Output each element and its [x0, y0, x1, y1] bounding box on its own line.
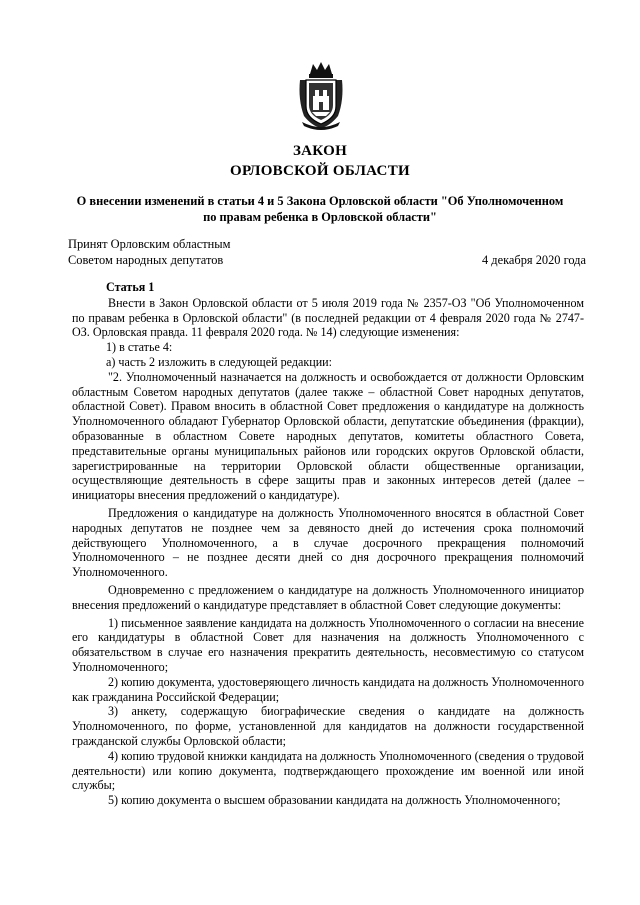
subtitle-line: О внесении изменений в статьи 4 и 5 Закона Орловской области "Об Уполномоченном — [76, 194, 564, 208]
paragraph: 4) копию трудовой книжки кандидата на должность Уполномоченного (сведения о трудовой деятельности) или копию документа, подтверждающего прохождение им военной или иной службы; — [72, 748, 584, 793]
law-subtitle — [60, 193, 580, 225]
region-title: ОРЛОВСКОЙ ОБЛАСТИ — [230, 163, 410, 179]
coat-of-arms-icon — [296, 60, 346, 130]
paragraph: 1) письменное заявление кандидата на должность Уполномоченного о согласии на внесение его кандидатуры в областной Совет для назначения на должность Уполномоченного с обязательством в случае его назначения прекратить деятельность, несовместимую со статусом Уполномоченного; — [72, 615, 584, 674]
adoption-date: 4 декабря 2020 года — [481, 253, 586, 267]
article-heading: Статья 1 — [106, 280, 155, 294]
adoption-line: Советом народных депутатов — [68, 253, 224, 267]
paragraph: Одновременно с предложением о кандидатуре на должность Уполномоченного инициатор внесения предложений о кандидатуре представляет в областной Совет следующие документы: — [72, 582, 584, 612]
paragraph: 5) копию документа о высшем образовании кандидата на должность Уполномоченного; — [108, 793, 561, 808]
paragraph: "2. Уполномоченный назначается на должность и освобождается от должности Орловским областным Советом народных депутатов (далее также – областной Совет народных депутатов, областной Совет). Правом вносить в областной Совет предложения о кандидатуре на должность Уполномоченного обладают Губернатор Орловской области, депутатские объединения (фракции), образованные в областном Совете народных депутатов, комитеты областного Совета, представительные органы муниципальных районов или городских округов Орловской области, зарегистрированные на территории Орловской области общественные организации, осуществляющие деятельность в сфере защиты прав и законных интересов детей (далее – инициаторы внесения предложений о кандидатуре). — [72, 369, 584, 503]
subtitle-line: по правам ребенка в Орловской области" — [203, 210, 437, 224]
paragraph: Внести в Закон Орловской области от 5 июля 2019 года № 2357-ОЗ "Об Уполномоченном по правам ребенка в Орловской области" (в последней редакции от 4 февраля 2020 года № 2747-ОЗ. Орловская правда. 11 февраля 2020 года. № 14) следующие изменения: — [72, 295, 584, 340]
paragraph: Предложения о кандидатуре на должность Уполномоченного вносятся в областной Совет народных депутатов не позднее чем за девяносто дней до истечения срока полномочий действующего Уполномоченного, а в случае досрочного прекращения полномочий Уполномоченного – не позднее десяти дней со дня досрочного прекращения полномочий Уполномоченного. — [72, 505, 584, 580]
paragraph: 3) анкету, содержащую биографические сведения о кандидате на должность Уполномоченного, по форме, установленной для кандидатов на должности государственной гражданской службы Орловской области; — [72, 704, 584, 748]
adoption-line: Принят Орловским областным — [68, 237, 231, 251]
adoption-statement — [68, 236, 230, 268]
article-body — [72, 280, 584, 808]
law-title: ЗАКОН — [292, 143, 348, 159]
paragraph: а) часть 2 изложить в следующей редакции: — [106, 354, 332, 369]
paragraph: 2) копию документа, удостоверяющего личность кандидата на должность Уполномоченного как гражданина Российской Федерации; — [72, 674, 584, 704]
paragraph: 1) в статье 4: — [106, 340, 173, 355]
